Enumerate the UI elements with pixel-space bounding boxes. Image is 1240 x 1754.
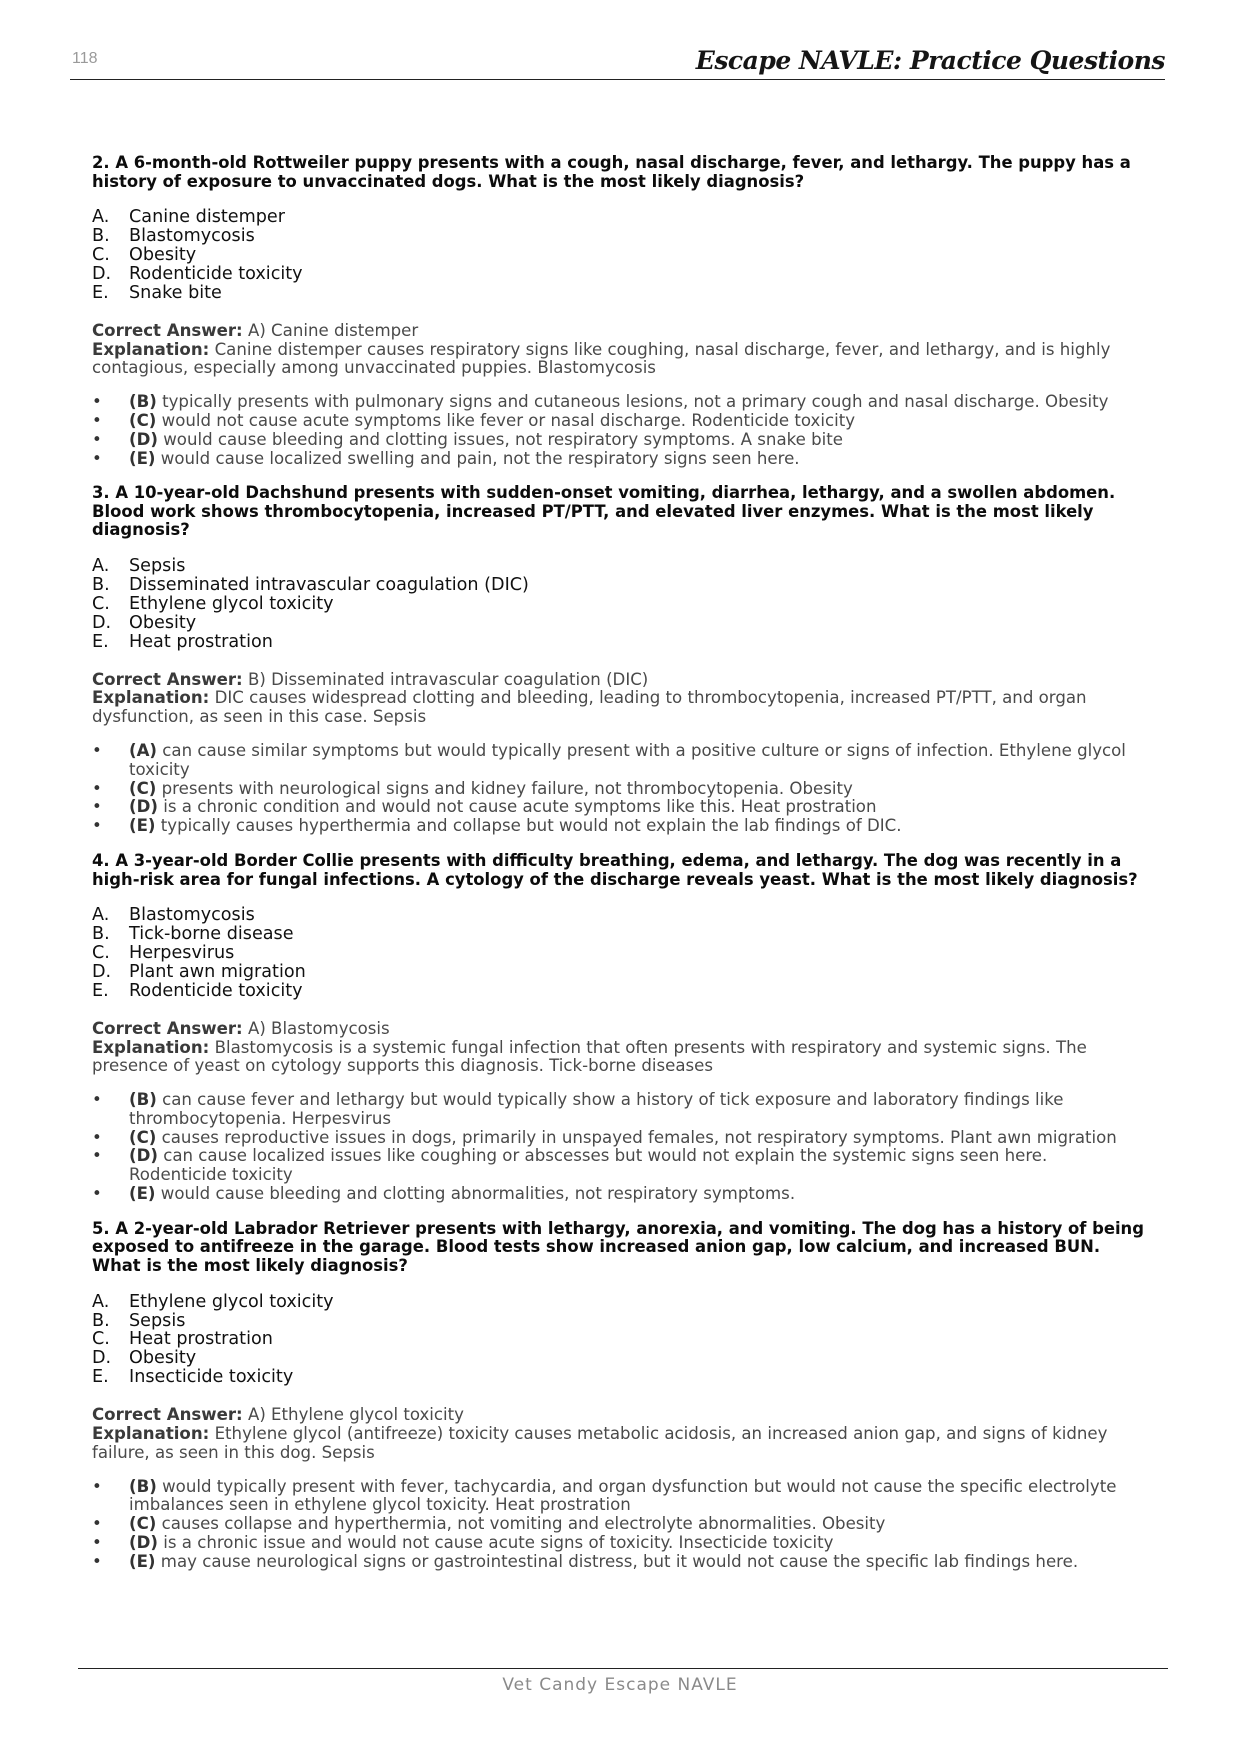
option-code: (D) [129,797,158,817]
answer-option [92,963,1150,982]
question-stem: 5. A 2-year-old Labrador Retriever presents with lethargy, anorexia, and vomiting. The dog has a history of being exposed to antifreeze in the garage. Blood tests show increased anion gap, low calcium, and increased BUN. What is the most likely diagnosis? [92,1218,1144,1276]
answer-option [92,284,1150,303]
footer-divider [78,1668,1168,1669]
option-letter: B. [92,574,110,595]
answer-options [92,208,1150,303]
distractor-text: would not cause acute symptoms like fever or nasal discharge. Rodenticide toxicity [156,410,856,430]
option-text: Obesity [129,245,197,265]
option-text: Ethylene glycol toxicity [129,1291,334,1312]
bullet-icon: • [92,778,102,798]
option-code: (B) [129,1476,157,1496]
answer-option [92,633,1150,652]
option-code: (B) [129,392,157,412]
distractor-body [129,1534,833,1553]
distractor-text: causes reproductive issues in dogs, primarily in unspayed females, not respiratory symptoms. Plant awn migration [156,1127,1117,1147]
option-text: Rodenticide toxicity [129,980,303,1001]
distractor-body [129,412,855,431]
option-code: (C) [129,1514,157,1534]
distractor-body [129,1478,1150,1516]
distractor-item [92,1534,1150,1553]
bullet-icon: • [92,1184,102,1204]
distractor-body [129,450,800,469]
bullet-icon: • [92,448,102,468]
option-letter: E. [92,980,109,1001]
distractor-body [129,431,843,450]
distractor-body [129,780,853,799]
answer-option [92,246,1150,265]
question-stem: 2. A 6-month-old Rottweiler puppy presents with a cough, nasal discharge, fever, and lethargy. The puppy has a history of exposure to unvaccinated dogs. What is the most likely diagnosis? [92,153,1131,191]
distractor-item [92,1091,1150,1129]
distractor-explanations [92,742,1150,836]
option-letter: C. [92,245,110,265]
option-text: Tick-borne disease [129,924,294,945]
question-block [92,154,1150,468]
correct-answer-value: A) Ethylene glycol toxicity [242,1405,464,1425]
correct-answer-label: Correct Answer: [92,1405,243,1425]
distractor-body [129,798,876,817]
explanation-label: Explanation: [92,1037,210,1057]
footer-text: Vet Candy Escape NAVLE [502,1675,738,1695]
distractor-explanations [92,393,1150,468]
answer-options [92,557,1150,652]
option-letter: A. [92,1291,110,1312]
distractor-text: causes collapse and hyperthermia, not vomiting and electrolyte abnormalities. Obesity [156,1514,886,1534]
option-code: (D) [129,1146,158,1166]
option-code: (C) [129,778,157,798]
distractor-text: typically causes hyperthermia and collapse but would not explain the lab findings of DIC. [155,816,902,836]
explanation-text: Canine distemper causes respiratory signs like coughing, nasal discharge, fever, and lethargy, and is highly contagious, especially among unvaccinated puppies. Blastomycosis [92,339,1111,378]
distractor-item [92,1515,1150,1534]
correct-answer [92,671,1150,690]
bullet-icon: • [92,1551,102,1571]
option-code: (A) [129,741,158,760]
option-text: Herpesvirus [129,942,235,963]
answer-option [92,906,1150,925]
option-text: Snake bite [129,282,222,303]
answer-option [92,1312,1150,1331]
option-text: Rodenticide toxicity [129,263,303,284]
distractor-item [92,393,1150,412]
correct-answer-label: Correct Answer: [92,1018,243,1038]
distractor-explanations [92,1478,1150,1572]
option-code: (E) [129,1551,156,1571]
distractor-body [129,1185,795,1204]
answer-option [92,614,1150,633]
bullet-icon: • [92,1532,102,1552]
distractor-body [129,1129,1117,1148]
explanation [92,1425,1150,1463]
distractor-item [92,1478,1150,1516]
distractor-text: is a chronic issue and would not cause acute signs of toxicity. Insecticide toxicity [157,1532,834,1552]
question-block [92,1220,1150,1572]
correct-answer [92,1406,1150,1425]
distractor-text: would typically present with fever, tachycardia, and organ dysfunction but would not cause the specific electrolyte imbalances seen in ethylene glycol toxicity. Heat prostration [129,1476,1117,1515]
answer-option [92,944,1150,963]
distractor-body [129,742,1150,780]
distractor-body [129,1553,1078,1572]
bullet-icon: • [92,741,102,760]
bullet-icon: • [92,410,102,430]
distractor-text: can cause localized issues like coughing or abscesses but would not explain the systemic signs seen here. Rodenticide toxicity [129,1146,1048,1185]
answer-option [92,227,1150,246]
page-number: 118 [72,50,98,67]
distractor-item [92,780,1150,799]
explanation-label: Explanation: [92,688,210,708]
answer-options [92,1293,1150,1388]
option-text: Plant awn migration [129,961,306,982]
option-text: Insecticide toxicity [129,1367,294,1388]
questions-section [92,154,1150,1588]
distractor-text: can cause fever and lethargy but would typically show a history of tick exposure and laboratory findings like thrombocytopenia. Herpesvirus [129,1090,1064,1128]
explanation-text: Blastomycosis is a systemic fungal infection that often presents with respiratory and systemic signs. The presence of yeast on cytology supports this diagnosis. Tick-borne diseases [92,1037,1087,1076]
question-stem: 3. A 10-year-old Dachshund presents with sudden-onset vomiting, diarrhea, lethargy, and a swollen abdomen. Blood work shows thrombocytopenia, increased PT/PTT, and elevated liver enzymes. What is the most likely diagnosis? [92,483,1116,540]
answer-option [92,557,1150,576]
distractor-item [92,1553,1150,1572]
correct-answer-value: A) Blastomycosis [242,1018,390,1038]
option-letter: C. [92,942,110,963]
explanation-text: DIC causes widespread clotting and bleeding, leading to thrombocytopenia, increased PT/PTT, and organ dysfunction, as seen in this case. Sepsis [92,688,1087,727]
distractor-item [92,817,1150,836]
option-letter: E. [92,631,109,652]
option-letter: D. [92,263,112,284]
correct-answer-value: A) Canine distemper [242,320,419,340]
distractor-body [129,1091,1150,1129]
answer-option [92,208,1150,227]
distractor-body [129,1515,885,1534]
answer-option [92,265,1150,284]
correct-answer-value: B) Disseminated intravascular coagulation (DIC) [242,669,649,689]
running-title: Escape NAVLE: Practice Questions [695,46,1165,75]
bullet-icon: • [92,392,102,412]
option-letter: D. [92,612,112,633]
option-text: Disseminated intravascular coagulation (DIC) [129,574,529,595]
answer-option [92,1293,1150,1312]
answer-option [92,1330,1150,1349]
explanation-label: Explanation: [92,339,210,359]
option-text: Canine distemper [129,207,285,228]
option-text: Heat prostration [129,1329,273,1350]
option-letter: C. [92,1329,110,1350]
option-letter: A. [92,207,110,228]
option-text: Heat prostration [129,631,273,652]
option-text: Sepsis [129,1310,186,1331]
distractor-text: typically presents with pulmonary signs and cutaneous lesions, not a primary cough and nasal discharge. Obesity [156,392,1109,412]
option-code: (E) [129,816,156,836]
correct-answer [92,322,1150,341]
option-text: Blastomycosis [129,905,255,926]
answer-option [92,925,1150,944]
question-block [92,484,1150,836]
option-letter: C. [92,593,110,614]
header-divider [70,79,1165,80]
distractor-text: is a chronic condition and would not cause acute symptoms like this. Heat prostration [157,797,877,817]
distractor-text: would cause bleeding and clotting abnormalities, not respiratory symptoms. [155,1184,796,1204]
correct-answer-label: Correct Answer: [92,320,243,340]
answer-option [92,1349,1150,1368]
option-letter: B. [92,924,110,945]
correct-answer [92,1020,1150,1039]
option-code: (D) [129,429,158,449]
answer-option [92,576,1150,595]
option-letter: B. [92,226,110,247]
option-letter: B. [92,1310,110,1331]
option-text: Sepsis [129,556,186,577]
option-text: Obesity [129,1348,197,1369]
option-code: (E) [129,1184,156,1204]
correct-answer-label: Correct Answer: [92,669,243,689]
distractor-item [92,412,1150,431]
explanation-label: Explanation: [92,1423,210,1443]
explanation [92,689,1150,727]
distractor-item [92,798,1150,817]
bullet-icon: • [92,1146,102,1166]
option-text: Blastomycosis [129,226,255,247]
explanation [92,1039,1150,1077]
answer-options [92,906,1150,1001]
distractor-text: presents with neurological signs and kidney failure, not thrombocytopenia. Obesity [156,778,853,798]
distractor-body [129,393,1108,412]
explanation [92,341,1150,379]
distractor-text: would cause localized swelling and pain, not the respiratory signs seen here. [155,448,800,468]
bullet-icon: • [92,816,102,836]
bullet-icon: • [92,1127,102,1147]
distractor-item [92,1185,1150,1204]
option-text: Ethylene glycol toxicity [129,593,334,614]
bullet-icon: • [92,797,102,817]
option-letter: D. [92,1348,112,1369]
distractor-item [92,450,1150,469]
option-text: Obesity [129,612,197,633]
distractor-item [92,1147,1150,1185]
distractor-text: can cause similar symptoms but would typically present with a positive culture or signs of infection. Ethylene glycol toxicity [129,741,1126,779]
bullet-icon: • [92,429,102,449]
option-code: (D) [129,1532,158,1552]
question-block [92,852,1150,1204]
option-code: (B) [129,1090,157,1110]
explanation-text: Ethylene glycol (antifreeze) toxicity causes metabolic acidosis, an increased anion gap, and signs of kidney failure, as seen in this dog. Sepsis [92,1423,1108,1462]
distractor-item [92,742,1150,780]
bullet-icon: • [92,1090,102,1110]
option-letter: A. [92,556,110,577]
answer-option [92,595,1150,614]
bullet-icon: • [92,1514,102,1534]
bullet-icon: • [92,1476,102,1496]
option-letter: E. [92,282,109,303]
distractor-body [129,817,902,836]
distractor-text: may cause neurological signs or gastrointestinal distress, but it would not cause the specific lab findings here. [155,1551,1079,1571]
distractor-body [129,1147,1150,1185]
distractor-item [92,431,1150,450]
distractor-explanations [92,1091,1150,1204]
answer-option [92,1368,1150,1387]
answer-option [92,982,1150,1001]
distractor-text: would cause bleeding and clotting issues, not respiratory symptoms. A snake bite [157,429,843,449]
option-letter: D. [92,961,112,982]
option-letter: A. [92,905,110,926]
option-code: (E) [129,448,156,468]
question-stem: 4. A 3-year-old Border Collie presents with difficulty breathing, edema, and lethargy. The dog was recently in a high-risk area for fungal infections. A cytology of the discharge reveals yeast. What is the most likely diagnosis? [92,850,1138,889]
distractor-item [92,1129,1150,1148]
option-letter: E. [92,1367,109,1388]
option-code: (C) [129,1127,157,1147]
option-code: (C) [129,410,157,430]
